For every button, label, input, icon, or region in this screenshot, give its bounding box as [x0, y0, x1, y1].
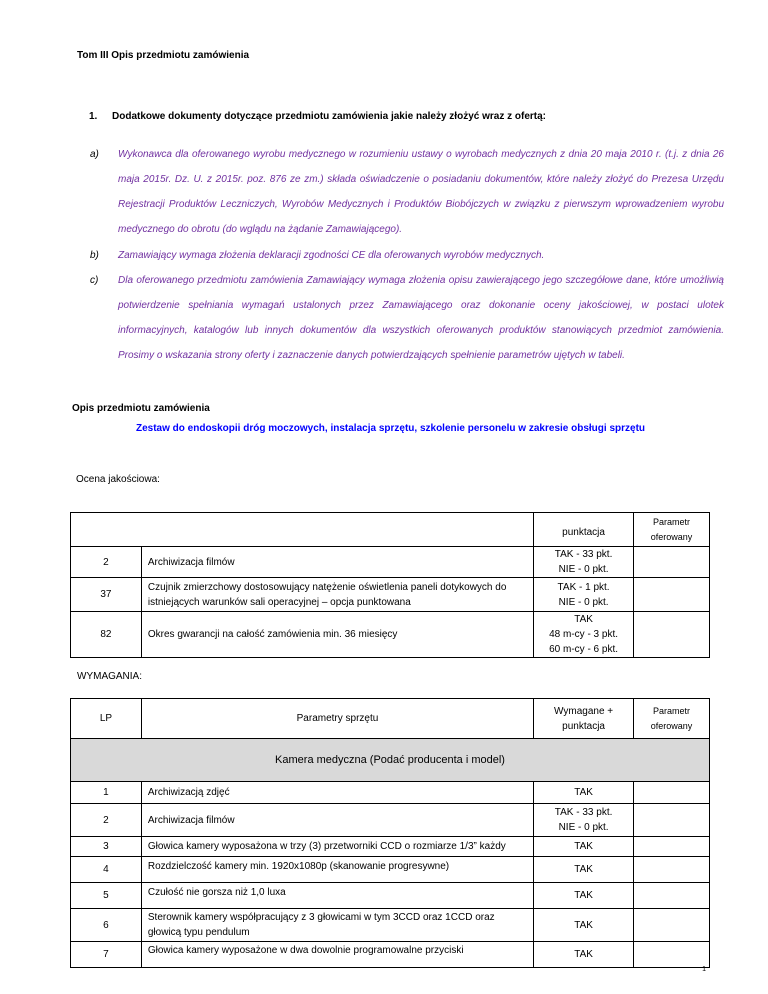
- row-val-line: NIE - 0 pkt.: [558, 822, 609, 833]
- ocena-desc: Czujnik zmierzchowy dostosowujący natężenie oświetlenia paneli dotykowych do istniejących warunków sali operacyjnej – opcja punktowana: [141, 578, 533, 612]
- item-text-c: Dla oferowanego przedmiotu zamówienia Zamawiający wymaga złożenia opisu zawierającego jego szczegółowe dane, które umożliwią potwierdzenie spełniania wymagań ustalonych przez Zamawiającego oraz dokonanie oceny jakościowej, w postaci ulotek informacyjnych, katalogów lub innych dokumentów dla wszystkich oferowanych produktów stanowiących przedmiot zamówienia. Prosimy o wskazania strony oferty i zaznaczenie danych potwierdzających spełnienie parametrów ujętych w tabeli.: [118, 275, 724, 361]
- table-row: [71, 942, 710, 968]
- table-row: [71, 857, 710, 883]
- section-title-cell: Kamera medyczna (Podać producenta i model): [71, 739, 710, 782]
- row-desc: Archiwizacją zdjęć: [141, 782, 533, 804]
- row-parametr-cell[interactable]: [634, 804, 710, 837]
- row-lp: 5: [71, 883, 142, 909]
- row-desc: Głowica kamery wyposażona w trzy (3) przetworniki CCD o rozmiarze 1/3” każdy: [141, 837, 533, 857]
- row-val: TAK: [534, 909, 634, 942]
- row-lp: 4: [71, 857, 142, 883]
- row-val: TAK: [534, 857, 634, 883]
- opis-heading: Opis przedmiotu zamówienia: [72, 403, 210, 414]
- table-row: [71, 547, 710, 578]
- row-lp: 7: [71, 942, 142, 968]
- table-row: [71, 804, 710, 837]
- ocena-pkt-line: NIE - 0 pkt.: [558, 564, 609, 575]
- row-parametr-cell[interactable]: [634, 942, 710, 968]
- ocena-pkt-line: 48 m-cy - 3 pkt.: [549, 629, 619, 640]
- row-parametr-cell[interactable]: [634, 837, 710, 857]
- row-parametr-cell[interactable]: [634, 883, 710, 909]
- row-val: TAK: [534, 837, 634, 857]
- ocena-table: [70, 512, 710, 658]
- ocena-pkt: [534, 547, 634, 578]
- row-parametr-cell[interactable]: [634, 857, 710, 883]
- table-row: [71, 909, 710, 942]
- table-row: [71, 578, 710, 612]
- row-desc: Czułość nie gorsza niż 1,0 luxa: [141, 883, 533, 909]
- row-parametr-cell[interactable]: [634, 909, 710, 942]
- header-parametr: Parametr oferowany: [634, 699, 710, 739]
- ocena-pkt-line: NIE - 0 pkt.: [558, 596, 609, 608]
- table-row: [71, 883, 710, 909]
- ocena-pkt: [534, 612, 634, 658]
- opis-subtitle: Zestaw do endoskopii dróg moczowych, instalacja sprzętu, szkolenie personelu w zakresie obsługi sprzętu: [136, 423, 646, 434]
- ocena-desc: Okres gwarancji na całość zamówienia min. 36 miesięcy: [141, 612, 533, 658]
- row-val: TAK: [534, 942, 634, 968]
- ocena-pkt-line: TAK - 1 pkt.: [557, 581, 610, 593]
- ocena-pkt-line: TAK - 33 pkt.: [554, 549, 613, 560]
- row-desc: Rozdzielczość kamery min. 1920x1080p (skanowanie progresywne): [141, 857, 533, 883]
- row-lp: 1: [71, 782, 142, 804]
- ocena-nr: 2: [71, 547, 142, 578]
- row-val: TAK: [534, 883, 634, 909]
- table-row: [71, 837, 710, 857]
- section-title: Dodatkowe dokumenty dotyczące przedmiotu zamówienia jakie należy złożyć wraz z ofertą:: [112, 111, 546, 122]
- ocena-pkt-line: TAK: [574, 614, 593, 625]
- row-desc: Sterownik kamery współpracujący z 3 głowicami w tym 3CCD oraz 1CCD oraz głowicą typu pendulum: [141, 909, 533, 942]
- ocena-parametr-cell[interactable]: [634, 547, 710, 578]
- wymagania-header-row: [71, 699, 710, 739]
- wymagania-table: [70, 698, 710, 968]
- ocena-header-row: [71, 513, 710, 547]
- row-val-line: TAK - 33 pkt.: [554, 807, 613, 818]
- item-text-a: Wykonawca dla oferowanego wyrobu medycznego w rozumieniu ustawy o wyrobach medycznych z dnia 20 maja 2010 r. (t.j. z dnia 26 maja 2015r. Dz. U. z 2015r. poz. 876 ze zm.) składa oświadczenie o posiadaniu dokumentów, które należy złożyć do Prezesa Urzędu Rejestracji Produktów Leczniczych, Wyrobów Medycznych i Produktów Biobójczych w związku z pierwszym wprowadzeniem wyrobu medycznego do obrotu (do wglądu na żądanie Zamawiającego).: [118, 149, 724, 235]
- ocena-header-empty: [71, 513, 534, 547]
- ocena-nr: 82: [71, 612, 142, 658]
- ocena-pkt-line: 60 m-cy - 6 pkt.: [549, 644, 619, 655]
- ocena-nr: 37: [71, 578, 142, 612]
- ocena-header-parametr: Parametr oferowany: [634, 513, 710, 547]
- header-wymagane: Wymagane + punktacja: [534, 699, 634, 739]
- ocena-header-punktacja: punktacja: [534, 513, 634, 547]
- document-header: Tom III Opis przedmiotu zamówienia: [77, 50, 250, 61]
- item-letter-c: c): [90, 275, 99, 286]
- row-val: TAK: [534, 782, 634, 804]
- ocena-label: Ocena jakościowa:: [76, 474, 160, 485]
- item-text-b: Zamawiający wymaga złożenia deklaracji zgodności CE dla oferowanych wyrobów medycznych.: [118, 250, 545, 261]
- header-lp: LP: [71, 699, 142, 739]
- item-letter-a: a): [90, 149, 99, 160]
- table-row: [71, 782, 710, 804]
- ocena-parametr-cell[interactable]: [634, 578, 710, 612]
- page-number: 1: [702, 966, 706, 973]
- row-val: [534, 804, 634, 837]
- section-number: 1.: [89, 111, 98, 122]
- row-lp: 6: [71, 909, 142, 942]
- row-lp: 3: [71, 837, 142, 857]
- row-desc: Głowica kamery wyposażone w dwa dowolnie programowalne przyciski: [141, 942, 533, 968]
- ocena-parametr-cell[interactable]: [634, 612, 710, 658]
- section-row: [71, 739, 710, 782]
- row-parametr-cell[interactable]: [634, 782, 710, 804]
- row-desc: Archiwizacja filmów: [141, 804, 533, 837]
- ocena-desc: Archiwizacja filmów: [141, 547, 533, 578]
- wymagania-label: WYMAGANIA:: [77, 671, 143, 682]
- row-lp: 2: [71, 804, 142, 837]
- header-params: Parametry sprzętu: [141, 699, 533, 739]
- table-row: [71, 612, 710, 658]
- ocena-pkt: [534, 578, 634, 612]
- item-letter-b: b): [90, 250, 99, 261]
